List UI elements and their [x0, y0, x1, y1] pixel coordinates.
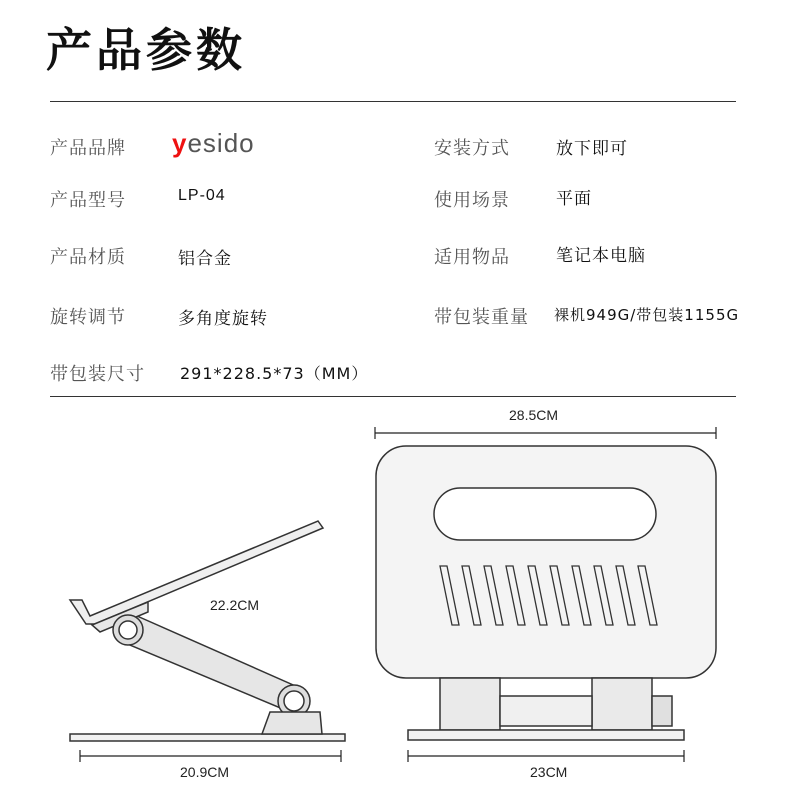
dimension-front-width: 28.5CM [509, 407, 559, 423]
spec-value-install: 放下即可 [556, 139, 628, 159]
spec-value-applicable: 笔记本电脑 [556, 246, 646, 266]
spec-label-install: 安装方式 [434, 138, 510, 159]
dimension-front-base: 23CM [530, 764, 568, 780]
spec-label-brand: 产品品牌 [50, 138, 126, 159]
spec-value-package-size: 291*228.5*73（MM） [180, 364, 369, 383]
spec-value-package-weight: 裸机949G/带包装1155G [554, 306, 740, 324]
spec-label-package-weight: 带包装重量 [434, 307, 529, 328]
page-title: 产品参数 [46, 23, 246, 77]
spec-value-rotation: 多角度旋转 [178, 309, 268, 329]
dimension-height: 22.2CM [210, 597, 260, 613]
spec-label-rotation: 旋转调节 [50, 307, 126, 328]
spec-value-scene: 平面 [556, 189, 592, 209]
spec-label-scene: 使用场景 [434, 190, 510, 211]
spec-label-material: 产品材质 [50, 247, 126, 268]
spec-value-model: LP-04 [178, 187, 226, 204]
spec-label-model: 产品型号 [50, 190, 126, 211]
spec-label-package-size: 带包装尺寸 [50, 364, 145, 385]
spec-value-material: 铝合金 [178, 249, 232, 269]
dimension-side-base: 20.9CM [180, 764, 230, 780]
spec-label-applicable: 适用物品 [434, 247, 510, 268]
front-view-drawing [376, 446, 716, 740]
yesido-logo: yesido [172, 128, 255, 158]
side-view-drawing [70, 521, 345, 741]
